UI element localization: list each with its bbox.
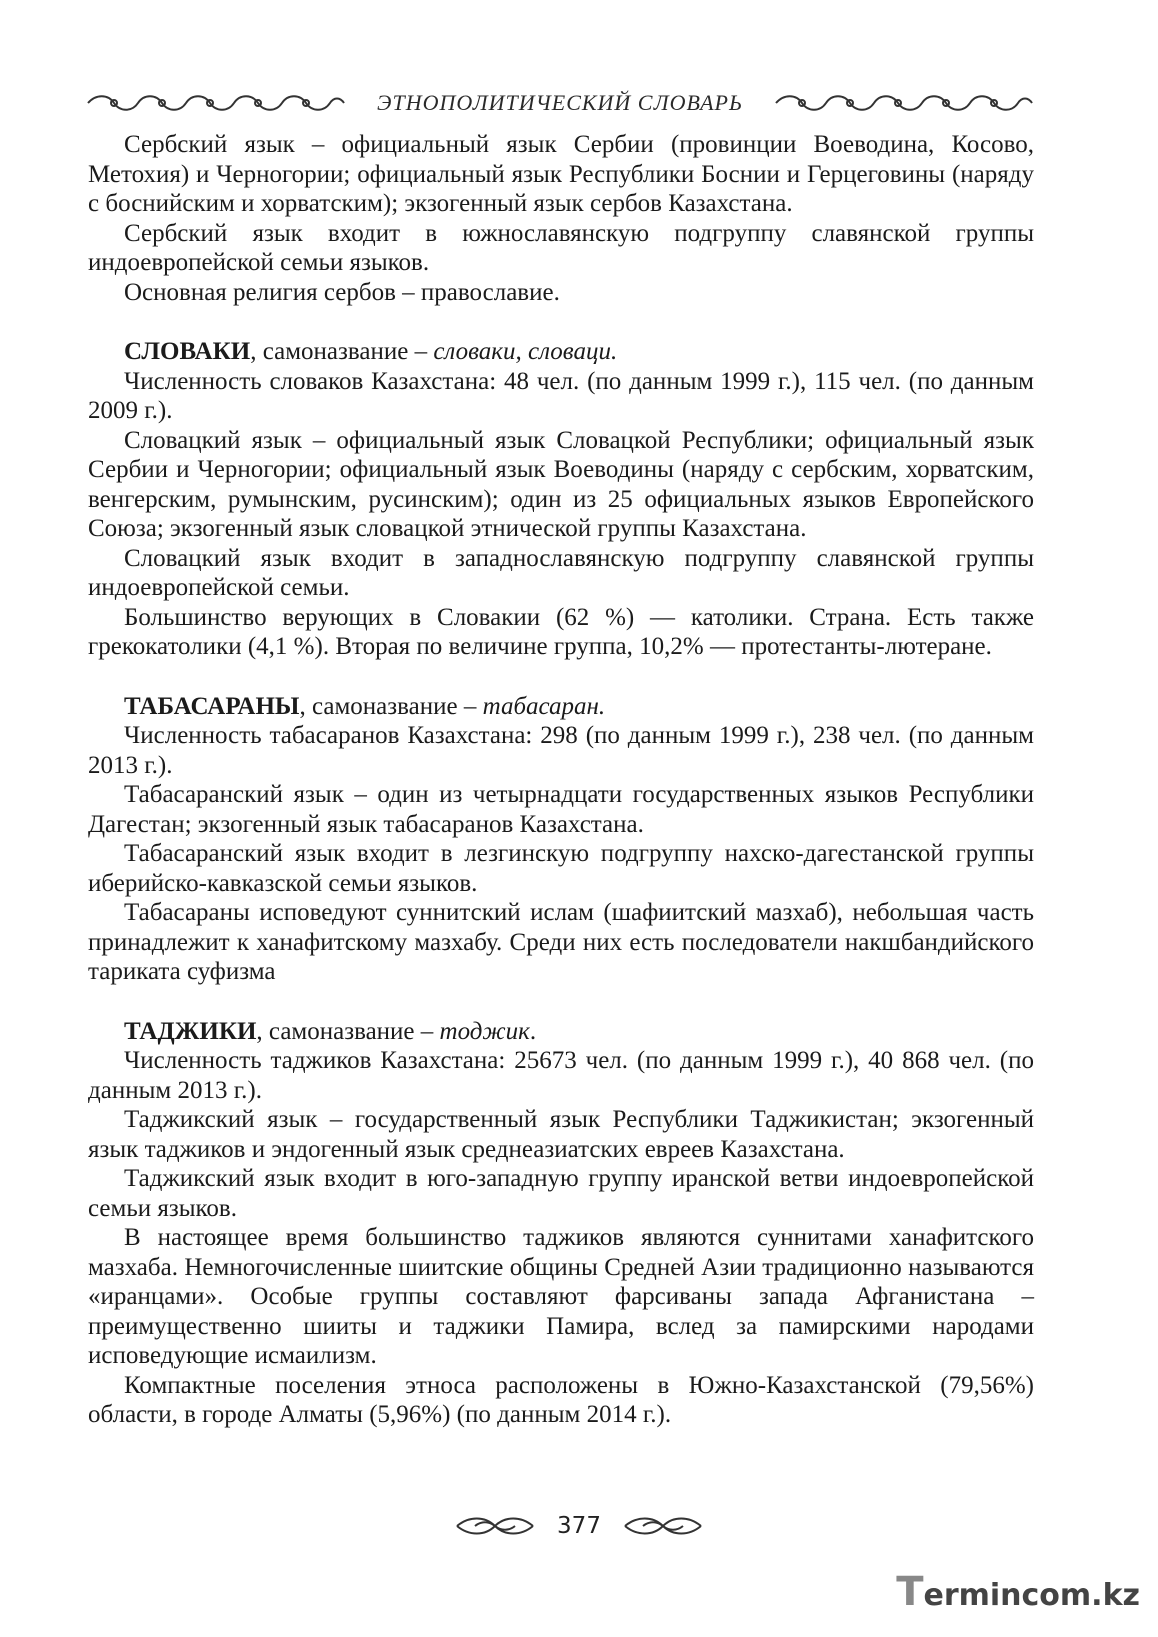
tabasarans-language-status: Табасаранский язык – один из четырнадцати государственных языков Республики Дагестан; экзогенный язык табасаранов Казахстана. <box>88 781 1034 838</box>
slovaks-language-status: Словацкий язык – официальный язык Словацкой Республики; официальный язык Сербии и Черногории; официальный язык Воеводины (наряду с сербским, хорватским, венгерским, румынским, русинским); один из 25 официальных языков Европейского Союза; экзогенный язык словацкой этнической группы Казахстана. <box>88 426 1034 542</box>
slovaks-language-classification: Словацкий язык входит в западнославянскую подгруппу славянской группы индоевропейской семьи. <box>88 544 1034 601</box>
serbs-language-classification: Сербский язык входит в южнославянскую подгруппу славянской группы индоевропейской семьи языков. <box>88 219 1034 276</box>
site-watermark <box>896 1569 1140 1615</box>
tajiks-population: Численность таджиков Казахстана: 25673 чел. (по данным 1999 г.), 40 868 чел. (по данным 2013 г.). <box>88 1047 1034 1104</box>
ornamental-band-icon-left <box>86 92 346 114</box>
serbs-language-status: Сербский язык – официальный язык Сербии (провинции Воеводина, Косово, Метохия) и Черногории; официальный язык Республики Боснии и Герцеговины (наряду с боснийским и хорватским); экзогенный язык сербов Казахстана. <box>88 131 1034 217</box>
tajiks-religion: В настоящее время большинство таджиков являются суннитами ханафитского мазхаба. Немногочисленные шиитские общины Средней Азии традиционно называются «иранцами». Особые группы составляют фарсиваны запада Афганистана – преимущественно шииты и таджики Памира, вслед за памирскими народами исповедующие исмаилизм. <box>88 1224 1034 1369</box>
running-header <box>86 86 1034 120</box>
entry-heading-tabasarans <box>88 692 1034 722</box>
slovaks-population: Численность словаков Казахстана: 48 чел. (по данным 1999 г.), 115 чел. (по данным 2009 г.). <box>88 367 1034 424</box>
tajiks-language-classification: Таджикский язык входит в юго-западную группу иранской ветви индоевропейской семьи языков. <box>88 1165 1034 1222</box>
header-title: ЭТНОПОЛИТИЧЕСКИЙ СЛОВАРЬ <box>377 90 743 115</box>
page-footer <box>0 1506 1158 1546</box>
entry-selfname: табасаран. <box>482 692 606 720</box>
watermark-text: ermincom.kz <box>923 1578 1140 1613</box>
entry-lead: , самоназвание – <box>256 1017 440 1045</box>
entry-heading-slovaks <box>88 337 1034 367</box>
flourish-icon-right <box>623 1514 703 1538</box>
tajiks-language-status: Таджикский язык – государственный язык Республики Таджикистан; экзогенный язык таджиков и эндогенный язык среднеазиатских евреев Казахстана. <box>88 1106 1034 1163</box>
watermark-initial: T <box>896 1569 924 1615</box>
entry-term: СЛОВАКИ <box>124 338 251 365</box>
dictionary-body <box>88 130 1034 1430</box>
tabasarans-religion: Табасараны исповедуют суннитский ислам (шафиитский мазхаб), небольшая часть принадлежит к ханафитскому мазхабу. Среди них есть последователи накшбандийского тариката суфизма <box>88 899 1034 985</box>
entry-tail: . <box>529 1017 537 1045</box>
flourish-icon-left <box>455 1514 535 1538</box>
serbs-religion: Основная религия сербов – православие. <box>124 278 560 306</box>
entry-lead: , самоназвание – <box>250 338 434 365</box>
entry-term: ТАДЖИКИ <box>124 1017 257 1045</box>
ornamental-band-icon-right <box>774 92 1034 114</box>
tabasarans-population: Численность табасаранов Казахстана: 298 (по данным 1999 г.), 238 чел. (по данным 2013 г.). <box>88 722 1034 779</box>
tajiks-settlements: Компактные поселения этноса расположены в Южно-Казахстанской (79,56%) области, в городе Алматы (5,96%) (по данным 2014 г.). <box>88 1371 1034 1428</box>
entry-selfname: словаки, словаци. <box>433 338 618 365</box>
entry-heading-tajiks <box>88 1017 1034 1047</box>
entry-term: ТАБАСАРАНЫ <box>124 692 300 720</box>
entry-lead: , самоназвание – <box>299 692 483 720</box>
entry-selfname: тоджик <box>439 1017 530 1045</box>
tabasarans-language-classification: Табасаранский язык входит в лезгинскую подгруппу нахско-дагестанской группы иберийско-кавказской семьи языков. <box>88 840 1034 897</box>
slovaks-religion: Большинство верующих в Словакии (62 %) — католики. Страна. Есть также грекокатолики (4,1 %). Вторая по величине группа, 10,2% — протестанты-лютеране. <box>88 603 1034 660</box>
page-number: 377 <box>557 1513 601 1539</box>
